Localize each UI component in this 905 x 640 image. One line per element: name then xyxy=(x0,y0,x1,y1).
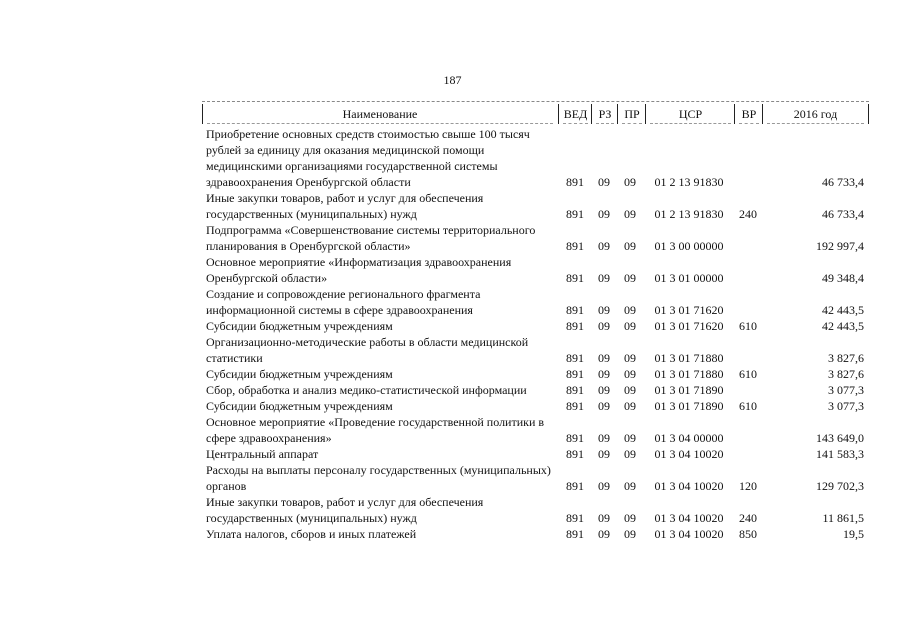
table-row xyxy=(202,222,869,254)
row-vr: 120 xyxy=(739,479,757,493)
row-pr: 09 xyxy=(624,511,636,525)
row-sum: 3 827,6 xyxy=(828,351,864,365)
row-vr: 610 xyxy=(739,399,757,413)
row-ved: 891 xyxy=(566,319,584,333)
row-ved: 891 xyxy=(566,303,584,317)
header-name: Наименование xyxy=(202,104,557,124)
row-sum: 3 077,3 xyxy=(828,383,864,397)
row-name: Субсидии бюджетным учреждениям xyxy=(206,319,393,333)
row-ved: 891 xyxy=(566,431,584,445)
header-ved: ВЕД xyxy=(558,104,592,124)
row-name: Организационно-методические работы в области медицинской статистики xyxy=(206,335,529,365)
row-name: Расходы на выплаты персоналу государственных (муниципальных) органов xyxy=(206,463,551,493)
row-csr: 01 3 01 71880 xyxy=(654,367,724,381)
row-csr: 01 3 01 71890 xyxy=(654,399,724,413)
row-sum: 141 583,3 xyxy=(816,447,864,461)
table-row xyxy=(202,190,869,222)
table-row xyxy=(202,446,869,462)
row-rz: 09 xyxy=(598,207,610,221)
table-row xyxy=(202,286,869,318)
row-ved: 891 xyxy=(566,511,584,525)
row-pr: 09 xyxy=(624,271,636,285)
row-sum: 42 443,5 xyxy=(822,319,864,333)
table-row xyxy=(202,126,869,190)
row-ved: 891 xyxy=(566,351,584,365)
row-name: Центральный аппарат xyxy=(206,447,319,461)
row-vr: 610 xyxy=(739,319,757,333)
table-row xyxy=(202,366,869,382)
row-vr: 610 xyxy=(739,367,757,381)
row-pr: 09 xyxy=(624,303,636,317)
header-pr: ПР xyxy=(617,104,646,124)
row-rz: 09 xyxy=(598,479,610,493)
row-name: Уплата налогов, сборов и иных платежей xyxy=(206,527,417,541)
table-row xyxy=(202,526,869,542)
row-pr: 09 xyxy=(624,447,636,461)
row-rz: 09 xyxy=(598,399,610,413)
row-pr: 09 xyxy=(624,479,636,493)
table-row xyxy=(202,334,869,366)
row-sum: 11 861,5 xyxy=(822,511,864,525)
row-rz: 09 xyxy=(598,319,610,333)
row-sum: 49 348,4 xyxy=(822,271,864,285)
row-ved: 891 xyxy=(566,271,584,285)
row-pr: 09 xyxy=(624,239,636,253)
table-row xyxy=(202,494,869,526)
row-sum: 46 733,4 xyxy=(822,207,864,221)
row-sum: 3 827,6 xyxy=(828,367,864,381)
row-sum: 46 733,4 xyxy=(822,175,864,189)
row-name: Субсидии бюджетным учреждениям xyxy=(206,399,393,413)
table-row xyxy=(202,254,869,286)
row-name: Иные закупки товаров, работ и услуг для обеспечения государственных (муниципальных) нужд xyxy=(206,191,484,221)
row-sum: 19,5 xyxy=(843,527,864,541)
row-rz: 09 xyxy=(598,527,610,541)
header-rz: РЗ xyxy=(591,104,618,124)
row-csr: 01 3 00 00000 xyxy=(654,239,724,253)
row-ved: 891 xyxy=(566,383,584,397)
row-vr: 850 xyxy=(739,527,757,541)
row-pr: 09 xyxy=(624,175,636,189)
row-name: Сбор, обработка и анализ медико-статистической информации xyxy=(206,383,527,397)
row-csr: 01 3 04 10020 xyxy=(654,527,724,541)
row-pr: 09 xyxy=(624,351,636,365)
row-pr: 09 xyxy=(624,431,636,445)
table-row xyxy=(202,398,869,414)
row-name: Создание и сопровождение регионального фрагмента информационной системы в сфере здравоохранения xyxy=(206,287,481,317)
row-csr: 01 3 04 10020 xyxy=(654,511,724,525)
header-vr: ВР xyxy=(734,104,763,124)
row-csr: 01 3 01 00000 xyxy=(654,271,724,285)
row-pr: 09 xyxy=(624,383,636,397)
row-csr: 01 3 04 00000 xyxy=(654,431,724,445)
row-name: Подпрограмма «Совершенствование системы территориального планирования в Оренбургской области» xyxy=(206,223,536,253)
row-rz: 09 xyxy=(598,367,610,381)
table-header xyxy=(202,101,869,126)
row-rz: 09 xyxy=(598,447,610,461)
row-rz: 09 xyxy=(598,351,610,365)
row-name: Основное мероприятие «Информатизация здравоохранения Оренбургской области» xyxy=(206,255,512,285)
row-ved: 891 xyxy=(566,527,584,541)
row-csr: 01 2 13 91830 xyxy=(654,175,724,189)
header-csr: ЦСР xyxy=(645,104,735,124)
row-ved: 891 xyxy=(566,479,584,493)
budget-table xyxy=(202,101,869,542)
table-body xyxy=(202,126,869,542)
row-ved: 891 xyxy=(566,367,584,381)
row-rz: 09 xyxy=(598,175,610,189)
row-rz: 09 xyxy=(598,431,610,445)
row-vr: 240 xyxy=(739,207,757,221)
row-rz: 09 xyxy=(598,511,610,525)
row-csr: 01 3 04 10020 xyxy=(654,479,724,493)
row-ved: 891 xyxy=(566,399,584,413)
table-row xyxy=(202,318,869,334)
row-sum: 42 443,5 xyxy=(822,303,864,317)
row-csr: 01 3 01 71620 xyxy=(654,303,724,317)
page-number: 187 xyxy=(443,73,462,87)
row-sum: 129 702,3 xyxy=(816,479,864,493)
row-rz: 09 xyxy=(598,383,610,397)
table-row xyxy=(202,382,869,398)
table-row xyxy=(202,414,869,446)
row-rz: 09 xyxy=(598,271,610,285)
row-sum: 3 077,3 xyxy=(828,399,864,413)
row-pr: 09 xyxy=(624,319,636,333)
row-name: Иные закупки товаров, работ и услуг для обеспечения государственных (муниципальных) нужд xyxy=(206,495,484,525)
row-pr: 09 xyxy=(624,367,636,381)
row-sum: 192 997,4 xyxy=(816,239,864,253)
row-ved: 891 xyxy=(566,207,584,221)
row-pr: 09 xyxy=(624,207,636,221)
row-name: Субсидии бюджетным учреждениям xyxy=(206,367,393,381)
row-csr: 01 3 01 71620 xyxy=(654,319,724,333)
row-ved: 891 xyxy=(566,175,584,189)
row-csr: 01 3 01 71880 xyxy=(654,351,724,365)
row-vr: 240 xyxy=(739,511,757,525)
row-csr: 01 2 13 91830 xyxy=(654,207,724,221)
row-name: Основное мероприятие «Проведение государственной политики в сфере здравоохранения» xyxy=(206,415,545,445)
row-sum: 143 649,0 xyxy=(816,431,864,445)
row-csr: 01 3 01 71890 xyxy=(654,383,724,397)
row-ved: 891 xyxy=(566,447,584,461)
header-year: 2016 год xyxy=(762,104,869,124)
row-csr: 01 3 04 10020 xyxy=(654,447,724,461)
row-pr: 09 xyxy=(624,527,636,541)
row-pr: 09 xyxy=(624,399,636,413)
table-row xyxy=(202,462,869,494)
row-rz: 09 xyxy=(598,303,610,317)
row-name: Приобретение основных средств стоимостью свыше 100 тысяч рублей за единицу для оказания медицинской помощи медицинскими организациями государственной системы здравоохранения Оренбургской области xyxy=(206,127,530,189)
row-ved: 891 xyxy=(566,239,584,253)
row-rz: 09 xyxy=(598,239,610,253)
